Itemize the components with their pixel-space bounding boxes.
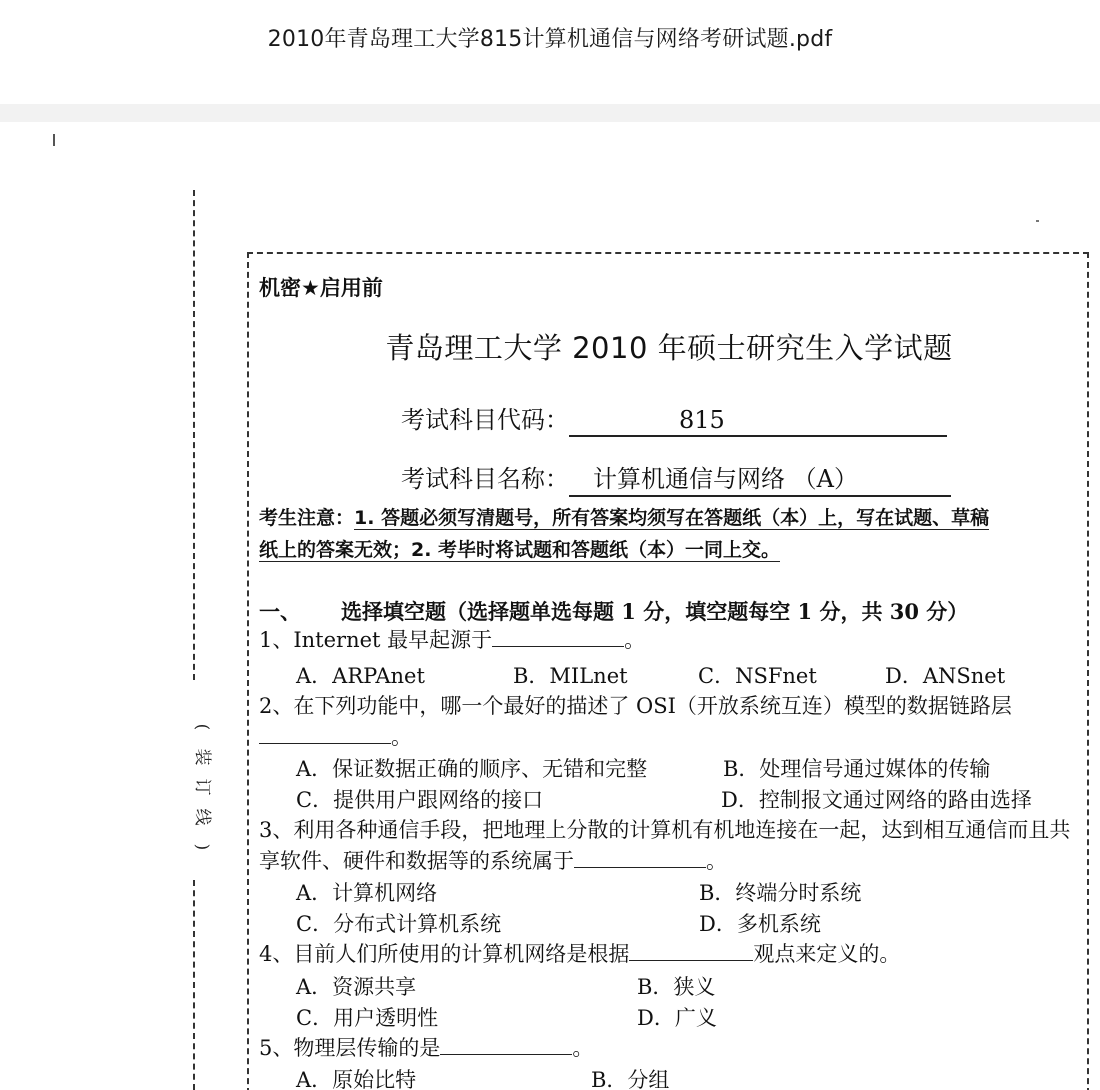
pdf-page <box>0 122 1100 1090</box>
question-1-option-a: A．ARPAnet <box>296 664 425 688</box>
binding-line-bottom <box>193 880 195 1090</box>
exam-notice <box>259 502 1079 566</box>
notice-label: 考生注意： <box>259 507 355 529</box>
question-text: 。 <box>706 849 727 873</box>
question-4-option-b: B．狭义 <box>637 975 716 999</box>
section-title: 选择填空题（选择题单选每题 1 分，填空题每空 1 分，共 30 分） <box>341 599 969 624</box>
subject-name-label: 考试科目名称： <box>401 465 569 493</box>
binding-label <box>185 712 212 862</box>
question-text: 。 <box>572 1036 594 1060</box>
notice-line-1: 1. 答题必须写清题号，所有答案均须写在答题纸（本）上，写在试题、草稿 <box>354 507 990 529</box>
question-4-option-d: D．广义 <box>637 1006 717 1030</box>
question-3-option-d: D．多机系统 <box>699 912 821 936</box>
question-text: 2、在下列功能中，哪一个最好的描述了 OSI（开放系统互连）模型的数据链路层 <box>259 694 1012 718</box>
question-5-option-b: B．分组 <box>591 1068 670 1090</box>
exam-title: 青岛理工大学 2010 年硕士研究生入学试题 <box>385 331 953 365</box>
answer-blank <box>629 940 753 961</box>
question-1-option-c: C．NSFnet <box>698 664 817 688</box>
notice-line-2: 纸上的答案无效；2. 考毕时将试题和答题纸（本）一同上交。 <box>259 539 781 561</box>
binding-line-top <box>193 190 195 680</box>
question-text: 。 <box>391 725 412 749</box>
secret-mark: 机密★启用前 <box>259 276 383 300</box>
question-5-stem <box>259 1033 1079 1064</box>
question-3-option-a: A．计算机网络 <box>296 881 438 905</box>
question-text: 5、物理层传输的是 <box>259 1036 441 1060</box>
question-3-stem <box>259 815 1079 877</box>
question-1-option-d: D．ANSnet <box>885 664 1006 688</box>
question-text: 观点来定义的。 <box>753 942 901 966</box>
file-title: 2010年青岛理工大学815计算机通信与网络考研试题.pdf <box>267 27 833 52</box>
question-text: 。 <box>624 628 646 652</box>
binding-char: ) <box>192 843 212 851</box>
subject-code-label: 考试科目代码： <box>401 406 569 434</box>
question-text: 3、利用各种通信手段，把地理上分散的计算机有机地连接在一起，达到相互通信而且共享软件、硬件和数据等的系统属于 <box>259 818 1071 873</box>
question-text: 4、目前人们所使用的计算机网络是根据 <box>259 942 630 966</box>
question-3-option-c: C．分布式计算机系统 <box>296 912 502 936</box>
section-number: 一、 <box>259 599 301 624</box>
subject-code-value: 815 <box>569 406 947 437</box>
question-2-stem <box>259 691 1079 753</box>
question-4-stem <box>259 939 1079 970</box>
question-text: 1、Internet 最早起源于 <box>259 628 493 652</box>
question-2-option-b: B．处理信号通过媒体的传输 <box>723 757 991 781</box>
section-heading <box>259 596 968 626</box>
scan-speck <box>53 134 55 146</box>
viewer-title-bar <box>0 0 1100 104</box>
binding-char: 线 <box>192 808 212 826</box>
binding-char: 订 <box>192 778 212 796</box>
binding-char: ( <box>192 723 212 731</box>
subject-name-value: 计算机通信与网络 （A） <box>569 459 951 497</box>
answer-blank <box>574 847 706 868</box>
answer-blank <box>440 1034 572 1055</box>
subject-code-row <box>401 400 947 437</box>
question-4-option-a: A．资源共享 <box>296 975 417 999</box>
question-1-stem <box>259 625 1079 656</box>
subject-name-row <box>401 459 951 497</box>
question-3-option-b: B．终端分时系统 <box>699 881 862 905</box>
question-2-option-c: C．提供用户跟网络的接口 <box>296 788 544 812</box>
question-5-option-a: A．原始比特 <box>296 1068 417 1090</box>
question-2-option-a: A．保证数据正确的顺序、无错和完整 <box>296 757 648 781</box>
binding-char: 装 <box>192 748 212 766</box>
question-2-option-d: D．控制报文通过网络的路由选择 <box>721 788 1032 812</box>
scan-speck <box>1036 220 1039 222</box>
pdf-viewer[interactable] <box>0 104 1100 1090</box>
question-4-option-c: C．用户透明性 <box>296 1006 439 1030</box>
answer-blank <box>259 723 391 744</box>
question-1-option-b: B．MILnet <box>513 664 628 688</box>
answer-blank <box>492 626 624 647</box>
